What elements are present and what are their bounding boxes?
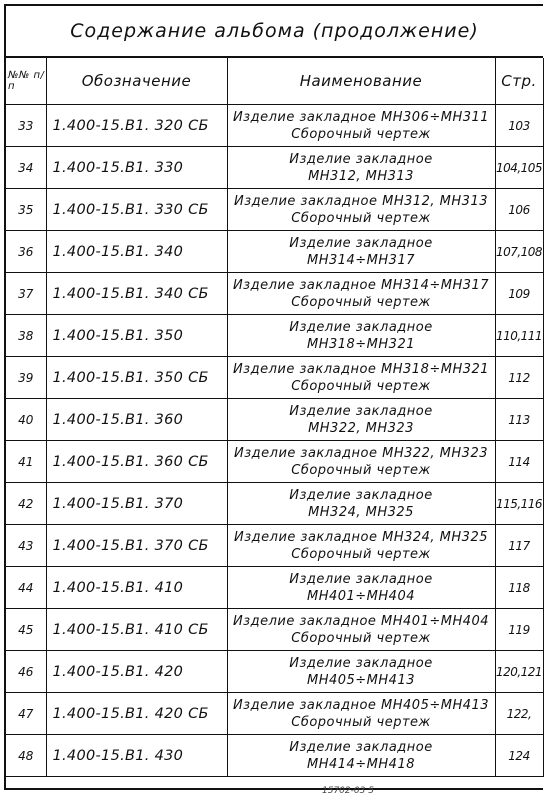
row-name-line2: Сборочный чертеж	[291, 126, 431, 142]
table-body	[6, 105, 543, 777]
row-name-line2: Сборочный чертеж	[291, 210, 431, 226]
row-name	[227, 399, 495, 441]
row-name-line2: Сборочный чертеж	[291, 714, 431, 730]
row-designation: 1.400-15.В1. 330 СБ	[46, 189, 227, 231]
table-row	[6, 567, 543, 609]
row-name-line2: МН324, МН325	[308, 504, 414, 520]
row-name-line1: Изделие закладное	[289, 403, 433, 419]
table-row	[6, 483, 543, 525]
header-designation: Обозначение	[46, 58, 227, 105]
row-number: 43	[6, 525, 46, 567]
row-page: 112	[495, 357, 543, 399]
table-row	[6, 525, 543, 567]
table-header-row	[6, 58, 543, 105]
row-number: 46	[6, 651, 46, 693]
row-name	[227, 231, 495, 273]
table-row	[6, 105, 543, 147]
row-page: 106	[495, 189, 543, 231]
row-name-line1: Изделие закладное	[289, 235, 433, 251]
row-name-line2: Сборочный чертеж	[291, 294, 431, 310]
row-designation: 1.400-15.В1. 370	[46, 483, 227, 525]
row-designation: 1.400-15.В1. 410 СБ	[46, 609, 227, 651]
row-page: 107,108	[495, 231, 543, 273]
row-name-line1: Изделие закладное	[289, 655, 433, 671]
row-designation: 1.400-15.В1. 360	[46, 399, 227, 441]
row-number: 41	[6, 441, 46, 483]
row-name-line1: Изделие закладное	[289, 571, 433, 587]
row-name-line1: Изделие закладное	[289, 487, 433, 503]
row-name	[227, 147, 495, 189]
row-name-line2: Сборочный чертеж	[291, 462, 431, 478]
row-name-line1: Изделие закладное МН324, МН325	[234, 529, 488, 545]
table-row	[6, 357, 543, 399]
table-row	[6, 693, 543, 735]
row-name-line1: Изделие закладное МН401÷МН404	[232, 613, 490, 629]
row-designation: 1.400-15.В1. 420	[46, 651, 227, 693]
contents-table	[6, 58, 544, 777]
row-number: 37	[6, 273, 46, 315]
row-number: 33	[6, 105, 46, 147]
row-designation: 1.400-15.В1. 430	[46, 735, 227, 777]
table-row	[6, 651, 543, 693]
row-page: 118	[495, 567, 543, 609]
row-page: 117	[495, 525, 543, 567]
row-page: 113	[495, 399, 543, 441]
row-name	[227, 651, 495, 693]
row-name-line2: Сборочный чертеж	[291, 546, 431, 562]
row-name-line1: Изделие закладное	[289, 739, 433, 755]
row-name-line1: Изделие закладное МН306÷МН311	[232, 109, 490, 125]
table-row	[6, 147, 543, 189]
row-number: 34	[6, 147, 46, 189]
row-name-line1: Изделие закладное МН314÷МН317	[232, 277, 490, 293]
row-name-line2: Сборочный чертеж	[291, 378, 431, 394]
table-row	[6, 609, 543, 651]
row-name	[227, 105, 495, 147]
row-number: 35	[6, 189, 46, 231]
row-number: 47	[6, 693, 46, 735]
header-number: №№ п/п	[6, 58, 46, 105]
table-row	[6, 399, 543, 441]
row-name-line2: МН322, МН323	[308, 420, 414, 436]
row-name	[227, 273, 495, 315]
row-page: 122,	[495, 693, 543, 735]
row-page: 109	[495, 273, 543, 315]
row-name-line1: Изделие закладное МН312, МН313	[234, 193, 488, 209]
row-name	[227, 735, 495, 777]
table-row	[6, 189, 543, 231]
row-name-line2: Сборочный чертеж	[291, 630, 431, 646]
row-number: 42	[6, 483, 46, 525]
row-name-line2: МН318÷МН321	[306, 336, 415, 352]
row-name	[227, 609, 495, 651]
footer-code: 15702-03 5	[322, 786, 374, 796]
row-name-line1: Изделие закладное МН318÷МН321	[232, 361, 490, 377]
row-name-line2: МН405÷МН413	[306, 672, 415, 688]
row-page: 124	[495, 735, 543, 777]
table-row	[6, 315, 543, 357]
row-page: 120,121	[495, 651, 543, 693]
row-name-line1: Изделие закладное МН405÷МН413	[232, 697, 490, 713]
row-designation: 1.400-15.В1. 340 СБ	[46, 273, 227, 315]
row-number: 48	[6, 735, 46, 777]
row-number: 44	[6, 567, 46, 609]
row-name	[227, 441, 495, 483]
row-name	[227, 567, 495, 609]
row-name-line1: Изделие закладное МН322, МН323	[234, 445, 488, 461]
table-row	[6, 231, 543, 273]
row-page: 110,111	[495, 315, 543, 357]
row-name	[227, 189, 495, 231]
row-designation: 1.400-15.В1. 330	[46, 147, 227, 189]
row-page: 119	[495, 609, 543, 651]
document-title: Содержание альбома (продолжение)	[6, 6, 543, 58]
row-designation: 1.400-15.В1. 340	[46, 231, 227, 273]
header-name: Наименование	[227, 58, 495, 105]
row-number: 45	[6, 609, 46, 651]
table-row	[6, 735, 543, 777]
row-page: 103	[495, 105, 543, 147]
row-name	[227, 693, 495, 735]
row-name	[227, 525, 495, 567]
row-number: 38	[6, 315, 46, 357]
row-number: 36	[6, 231, 46, 273]
row-page: 115,116	[495, 483, 543, 525]
row-name-line2: МН314÷МН317	[306, 252, 415, 268]
row-name-line1: Изделие закладное	[289, 319, 433, 335]
row-name-line2: МН414÷МН418	[306, 756, 415, 772]
row-name-line2: МН312, МН313	[308, 168, 414, 184]
row-number: 39	[6, 357, 46, 399]
header-page: Стр.	[495, 58, 543, 105]
row-designation: 1.400-15.В1. 350	[46, 315, 227, 357]
row-page: 114	[495, 441, 543, 483]
row-name-line1: Изделие закладное	[289, 151, 433, 167]
row-number: 40	[6, 399, 46, 441]
row-name	[227, 357, 495, 399]
row-designation: 1.400-15.В1. 350 СБ	[46, 357, 227, 399]
row-name-line2: МН401÷МН404	[306, 588, 415, 604]
row-designation: 1.400-15.В1. 370 СБ	[46, 525, 227, 567]
row-designation: 1.400-15.В1. 420 СБ	[46, 693, 227, 735]
document-sheet	[4, 4, 543, 790]
row-designation: 1.400-15.В1. 320 СБ	[46, 105, 227, 147]
table-row	[6, 273, 543, 315]
row-designation: 1.400-15.В1. 360 СБ	[46, 441, 227, 483]
row-designation: 1.400-15.В1. 410	[46, 567, 227, 609]
row-name	[227, 483, 495, 525]
row-page: 104,105	[495, 147, 543, 189]
table-row	[6, 441, 543, 483]
row-name	[227, 315, 495, 357]
